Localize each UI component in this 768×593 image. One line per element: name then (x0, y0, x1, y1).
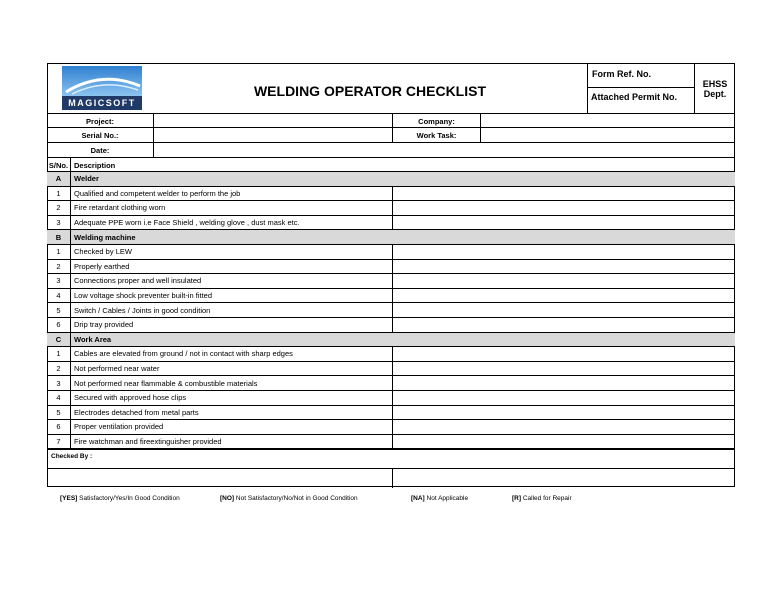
section-title: Work Area (74, 334, 112, 344)
signature-row (47, 468, 735, 487)
section-code: C (55, 334, 62, 344)
response-cell[interactable] (393, 318, 734, 332)
legend-yes-code: [YES] (60, 495, 78, 502)
response-cell[interactable] (393, 376, 734, 390)
item-number: 1 (56, 349, 61, 359)
info-section (47, 114, 735, 157)
response-cell[interactable] (393, 420, 734, 434)
item-number: 5 (56, 305, 61, 315)
item-description: Cables are elevated from ground / not in contact with sharp edges (74, 349, 293, 359)
project-label: Project: (86, 116, 114, 126)
item-description: Checked by LEW (74, 247, 132, 257)
item-number: 3 (56, 378, 61, 388)
response-cell[interactable] (393, 391, 734, 405)
dept-label-2: Dept. (703, 89, 727, 99)
legend-na (411, 495, 468, 502)
attached-permit-label: Attached Permit No. (591, 92, 678, 102)
item-number: 6 (56, 422, 61, 432)
checklist-row (47, 376, 735, 391)
response-cell[interactable] (393, 201, 734, 215)
checklist-row (47, 216, 735, 231)
logo-text: MAGICSOFT (68, 98, 136, 108)
form-ref-block (587, 63, 588, 114)
dept-label-1: EHSS (702, 79, 728, 89)
item-number: 6 (56, 320, 61, 330)
legend-r-code: [R] (512, 495, 522, 502)
checked-by-signature-field[interactable] (393, 469, 734, 487)
checklist-row (47, 347, 735, 362)
legend-no-code: [NO] (220, 495, 235, 502)
response-cell[interactable] (393, 303, 734, 317)
response-cell[interactable] (393, 260, 734, 274)
column-header-row (47, 157, 735, 172)
section-code: B (55, 232, 62, 242)
checklist-row (47, 362, 735, 377)
item-description: Properly earthed (74, 261, 130, 271)
item-description: Fire watchman and fireextinguisher provided (74, 437, 222, 447)
response-cell[interactable] (393, 274, 734, 288)
legend-no-text: Not Satisfactory/No/Not in Good Condition (235, 495, 358, 502)
checklist-row (47, 318, 735, 333)
serial-label: Serial No.: (81, 130, 119, 140)
item-description: Electrodes detached from metal parts (74, 407, 199, 417)
checklist-row (47, 391, 735, 406)
item-description: Not performed near flammable & combustible materials (74, 378, 258, 388)
item-number: 4 (56, 393, 61, 403)
checklist-row (47, 201, 735, 216)
checked-by-row (47, 449, 735, 468)
work-task-field[interactable] (481, 128, 735, 142)
response-cell[interactable] (393, 216, 734, 230)
item-number: 2 (56, 261, 61, 271)
item-number: 7 (56, 437, 61, 447)
response-cell[interactable] (393, 347, 734, 361)
section-title: Welder (74, 174, 99, 184)
item-number: 5 (56, 407, 61, 417)
checklist-row (47, 260, 735, 275)
ref-permit-divider (587, 87, 694, 88)
item-number: 4 (56, 291, 61, 301)
legend-r-text: Called for Repair (522, 495, 572, 502)
section-header-row (47, 333, 735, 348)
item-description: Qualified and competent welder to perform the job (74, 188, 241, 198)
section-header-row (47, 172, 735, 187)
item-description: Switch / Cables / Joints in good condition (74, 305, 211, 315)
checklist-row (47, 245, 735, 260)
item-description: Secured with approved hose clips (74, 393, 187, 403)
serial-field[interactable] (154, 128, 392, 142)
checklist-row (47, 303, 735, 318)
legend-no (220, 495, 358, 502)
item-description: Not performed near water (74, 364, 160, 374)
response-cell[interactable] (393, 187, 734, 201)
checklist-row (47, 289, 735, 304)
item-number: 2 (56, 203, 61, 213)
project-field[interactable] (154, 114, 392, 128)
legend-na-code: [NA] (411, 495, 425, 502)
company-label: Company: (418, 116, 455, 126)
section-title: Welding machine (74, 232, 136, 242)
section-code: A (55, 174, 62, 184)
item-description: Proper ventilation provided (74, 422, 164, 432)
date-field[interactable] (154, 143, 735, 157)
response-cell[interactable] (393, 406, 734, 420)
legend-na-text: Not Applicable (426, 495, 469, 502)
response-cell[interactable] (393, 362, 734, 376)
legend-r (512, 495, 572, 502)
work-task-label: Work Task: (416, 130, 457, 140)
item-description: Low voltage shock preventer built-in fitted (74, 291, 212, 301)
checklist-row (47, 187, 735, 202)
checklist-row (47, 435, 735, 450)
legend-yes-text: Satisfactory/Yes/In Good Condition (79, 495, 180, 502)
checked-by-name-field[interactable] (47, 469, 392, 487)
item-number: 1 (56, 247, 61, 257)
checklist-row (47, 406, 735, 421)
section-header-row (47, 230, 735, 245)
company-logo (62, 66, 142, 110)
item-description: Drip tray provided (74, 320, 134, 330)
company-field[interactable] (481, 114, 735, 128)
response-cell[interactable] (393, 289, 734, 303)
item-number: 2 (56, 364, 61, 374)
item-description: Adequate PPE worn i.e Face Shield , welding glove , dust mask etc. (74, 218, 300, 228)
form-ref-label: Form Ref. No. (592, 69, 652, 79)
form-title: WELDING OPERATOR CHECKLIST (253, 83, 487, 99)
item-number: 3 (56, 276, 61, 286)
response-cell[interactable] (393, 245, 734, 259)
date-label: Date: (90, 145, 110, 155)
item-number: 1 (56, 188, 61, 198)
column-sno: S/No. (48, 160, 69, 170)
checklist-row (47, 420, 735, 435)
response-cell[interactable] (393, 435, 734, 449)
item-number: 3 (56, 218, 61, 228)
checklist-row (47, 274, 735, 289)
legend-yes (60, 495, 180, 502)
checked-by-label: Checked By : (51, 453, 93, 460)
item-description: Fire retardant clothing worn (74, 203, 166, 213)
column-description: Description (74, 160, 116, 170)
item-description: Connections proper and well insulated (74, 276, 202, 286)
